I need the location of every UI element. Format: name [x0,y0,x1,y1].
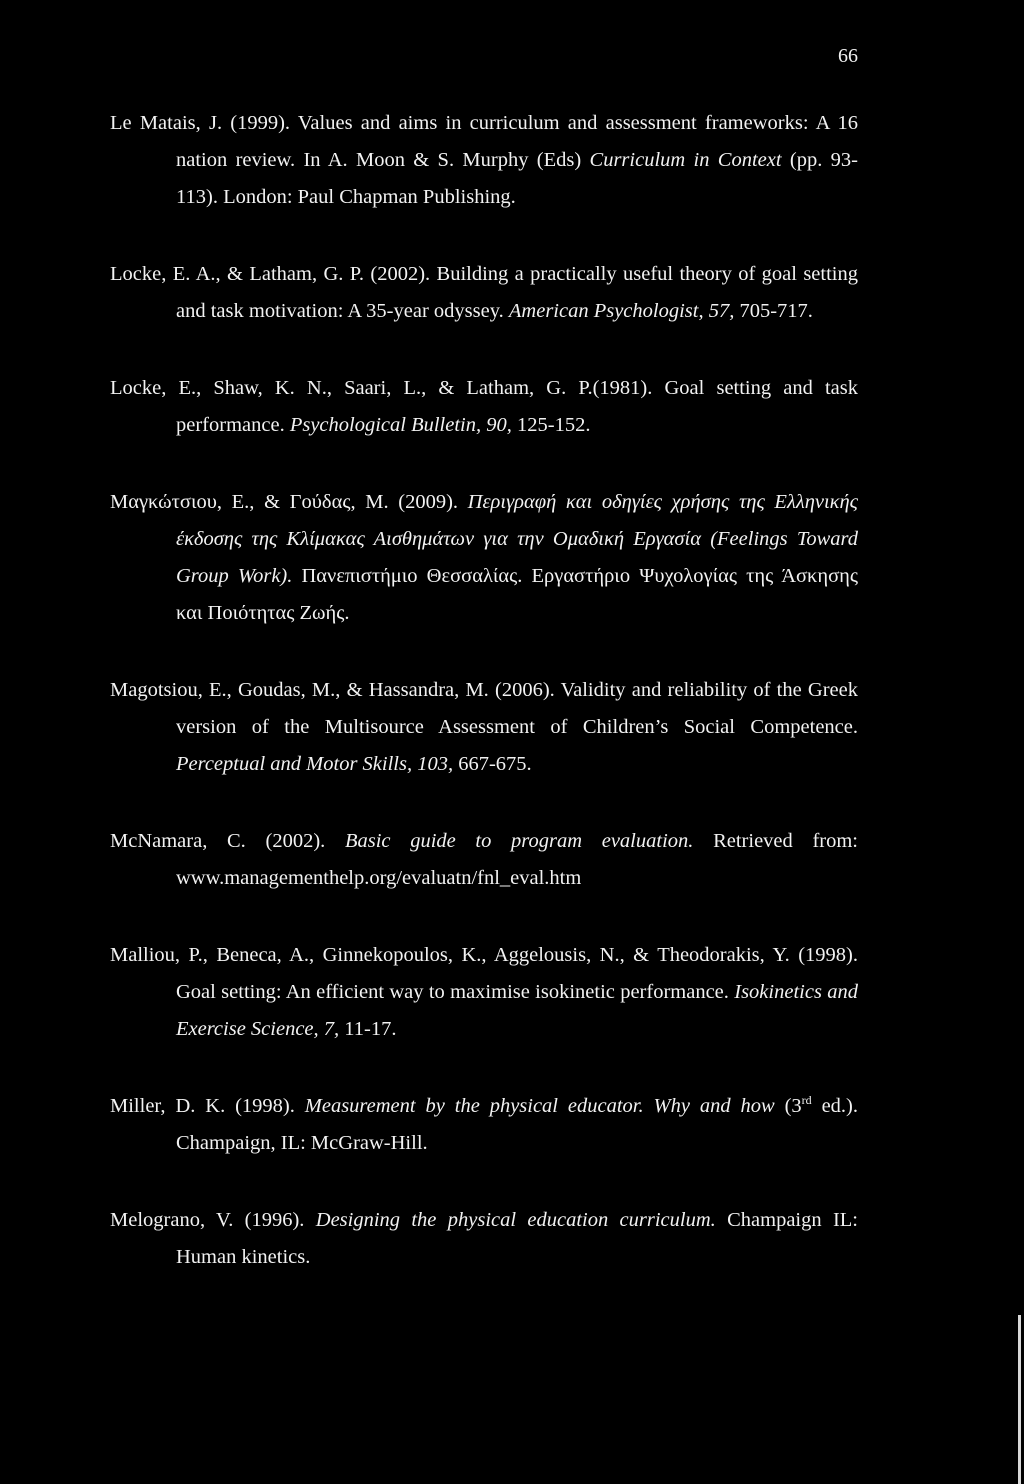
reference-text: Πανεπιστήμιο Θεσσαλίας. Εργαστήριο Ψυχολογίας της Άσκησης και Ποιότητας Ζωής. [176,565,858,624]
reference-entry [110,1202,858,1276]
reference-entry [110,937,858,1048]
reference-entry [110,823,858,897]
reference-text: (pp. 93-113). London: Paul Chapman Publishing. [176,149,859,208]
page-number: 66 [838,45,858,67]
reference-text: (3 [774,1095,802,1117]
reference-entry [110,484,858,632]
reference-text: Μαγκώτσιου, Ε., & Γούδας, Μ. (2009). [110,491,468,513]
reference-journal: Psychological Bulletin, 90, [289,414,512,436]
reference-journal: American Psychologist, 57, [508,300,735,322]
reference-text: Retrieved from: www.managementhelp.org/evaluatn/fnl_eval.htm [176,830,859,889]
reference-text: Melograno, V. (1996). [110,1209,316,1231]
reference-journal: Isokinetics and Exercise Science, 7, [176,981,858,1040]
reference-text: ed.). Champaign, IL: McGraw-Hill. [176,1095,858,1154]
reference-entry [110,105,858,216]
reference-title: Measurement by the physical educator. Why and how [304,1095,775,1117]
reference-title: Designing the physical education curriculum. [315,1209,716,1231]
reference-title: Basic guide to program evaluation. [344,830,694,852]
reference-text: Champaign IL: Human kinetics. [176,1209,858,1268]
reference-entry [110,256,858,330]
reference-text: 11-17. [339,1018,397,1040]
reference-title: Περιγραφή και οδηγίες χρήσης της Ελληνικής έκδοσης της Κλίμακας Αισθημάτων για την Ομαδική Εργασία (Feelings Toward Group Work). [176,491,858,587]
reference-text: Le Matais, J. (1999). Values and aims in curriculum and assessment frameworks: A 16 nation review. In A. Moon & S. Murphy (Eds) [110,112,858,171]
reference-list [110,105,858,1316]
reference-text: 125-152. [511,414,591,436]
reference-text: 705-717. [734,300,813,322]
reference-entry [110,1088,858,1162]
reference-text: 667-675. [453,753,532,775]
edition-superscript: rd [801,1093,812,1107]
reference-title: Curriculum in Context [589,149,782,171]
reference-text: Locke, E., Shaw, K. N., Saari, L., & Latham, G. P.(1981). Goal setting and task performance. [110,377,858,436]
reference-text: Locke, E. A., & Latham, G. P. (2002). Building a practically useful theory of goal setting and task motivation: A 35-year odyssey. [110,263,858,322]
scan-edge-line [1018,1315,1021,1484]
reference-text: Malliou, P., Beneca, A., Ginnekopoulos, K., Aggelousis, N., & Theodorakis, Y. (1998). Goal setting: An efficient way to maximise isokinetic performance. [110,944,858,1003]
reference-journal: Perceptual and Motor Skills, 103, [176,753,454,775]
reference-text: McNamara, C. (2002). [110,830,345,852]
reference-entry [110,672,858,783]
reference-entry [110,370,858,444]
reference-text: Magotsiou, E., Goudas, M., & Hassandra, M. (2006). Validity and reliability of the Greek version of the Multisource Assessment of Children’s Social Competence. [110,679,858,738]
reference-text: Miller, D. K. (1998). [110,1095,305,1117]
